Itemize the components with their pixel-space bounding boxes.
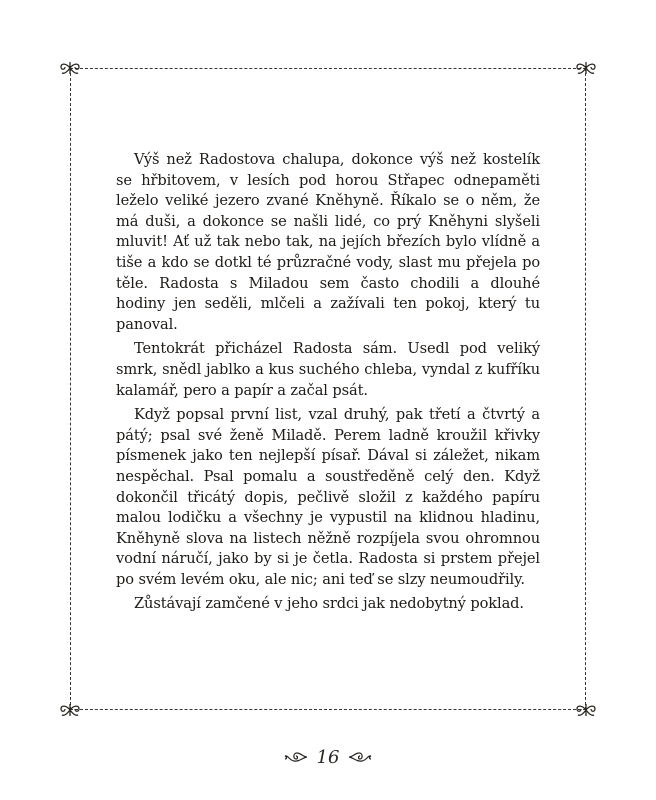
paragraph: Když popsal první list, vzal druhý, pak třetí a čtvrtý a pátý; psal své ženě Miladě. Perem ladně kroužil křivky písmenek jako ten nejlepší písař. Dával si záležet, nikam nespěchal. Psal pomalu a soustředěně celý den. Když dokončil třicátý dopis, pečlivě složil z každého papíru malou lodičku a všechny je vypustil na klidnou hladinu, Kněhyně slova na listech něžně rozpíjela svou ohromnou vodní náručí, jako by si je četla. Radosta si prstem přejel po svém levém oku, ale nic; ani teď se slzy neumoudřily. (116, 406, 540, 588)
paragraph: Zůstávají zamčené v jeho srdci jak nedobytný poklad. (134, 595, 524, 613)
scroll-flourish-icon (347, 750, 373, 764)
flourish-corner-icon (574, 701, 598, 719)
story-text (116, 150, 540, 619)
page-footer (0, 742, 656, 772)
flourish-corner-icon (58, 701, 82, 719)
scroll-flourish-icon (283, 750, 309, 764)
page-number: 16 (316, 746, 340, 768)
paragraph: Tentokrát přicházel Radosta sám. Usedl pod veliký smrk, snědl jablko a kus suchého chleba, vyndal z kufříku kalamář, pero a papír a začal psát. (116, 340, 540, 399)
paragraph: Výš než Radostova chalupa, dokonce výš než kostelík se hřbitovem, v lesích pod horou Střapec odnepaměti leželo veliké jezero zvané Kněhyně. Říkalo se o něm, že má duši, a dokonce se našli lidé, co prý Kněhyni slyšeli mluvit! Ať už tak nebo tak, na jejích březích bylo vlídně a tiše a kdo se dotkl té průzračné vody, slast mu přejela po těle. Radosta s Miladou sem často chodili a dlouhé hodiny jen seděli, mlčeli a zažívali ten pokoj, který tu panoval. (116, 151, 540, 333)
flourish-corner-icon (58, 59, 82, 77)
flourish-corner-icon (574, 59, 598, 77)
